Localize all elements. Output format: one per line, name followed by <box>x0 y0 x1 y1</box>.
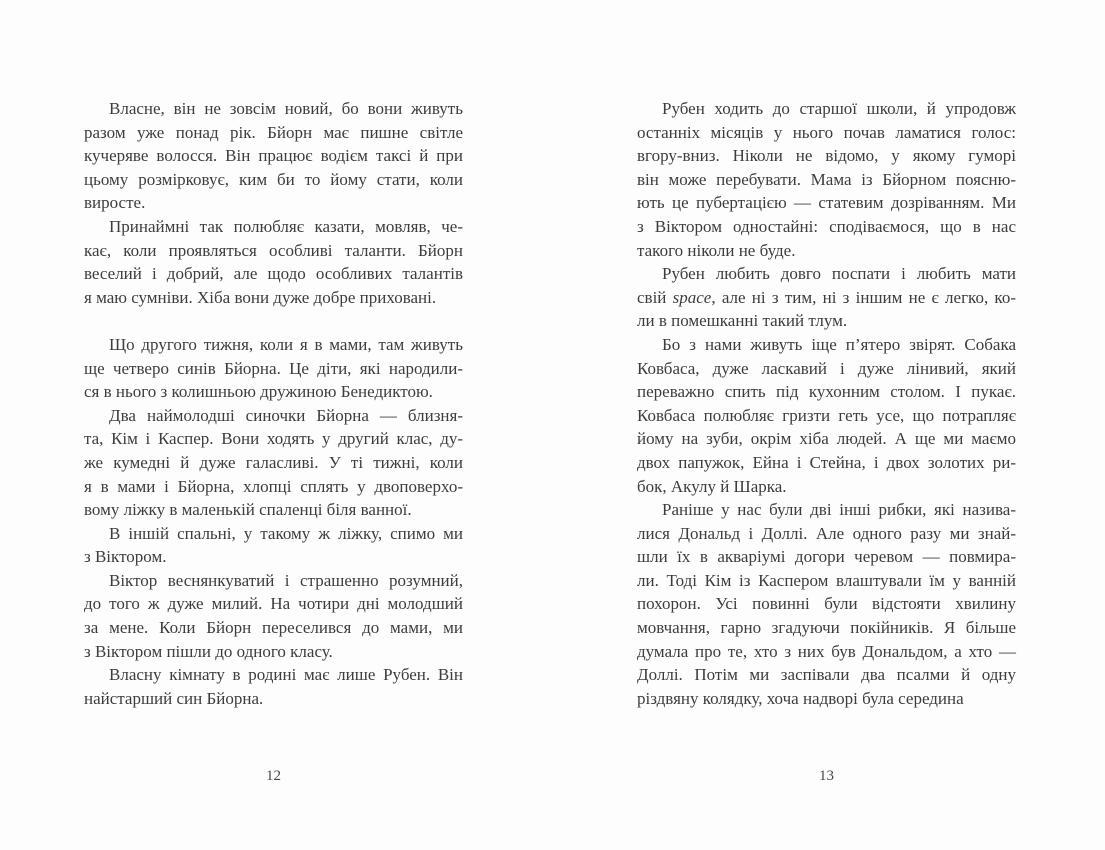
text-line: він може перебувати. Мама із Бйорном поясню- <box>637 169 1016 189</box>
paragraph <box>84 215 463 309</box>
section-break <box>84 309 463 333</box>
text-line: разом уже понад рік. Бйорн має пишне світле <box>84 122 463 142</box>
paragraph <box>84 333 463 404</box>
text-line: з Віктором. <box>84 547 167 567</box>
text-line: Рубен любить довго поспати і любить мати <box>662 264 1016 284</box>
paragraph <box>84 663 463 710</box>
text-line: з Віктором одностайні: сподіваємося, що в нас <box>637 216 1016 236</box>
text-line: кає, коли проявляться особливі таланти. Бйорн <box>84 240 463 260</box>
text-line: ся в нього з колишньою дружиною Бенедиктою. <box>84 382 433 402</box>
text-line: Що другого тижня, коли я в мами, там живуть <box>109 334 463 354</box>
text-line: за мене. Коли Бйорн переселився до мами, ми <box>84 618 463 638</box>
text-line: виросте. <box>84 193 146 213</box>
right-page-text <box>637 97 1016 710</box>
text-line: вому ліжку в маленькій спаленці біля ванної. <box>84 500 412 520</box>
text-line: бок, Акулу й Шарка. <box>637 476 787 496</box>
paragraph <box>84 404 463 522</box>
text-line: Принаймні так полюбляє казати, мовляв, че- <box>109 216 463 236</box>
left-page-text <box>84 97 463 710</box>
text-line: Рубен ходить до старшої школи, й упродовж <box>662 99 1016 118</box>
page-number-right: 13 <box>819 768 834 784</box>
paragraph <box>637 97 1016 262</box>
text-line: йому на зуби, окрім хіба людей. А ще ми маємо <box>637 429 1016 449</box>
text-line: веселий і добрий, але щодо особливих талантів <box>84 264 463 284</box>
text-line: Ковбаса полюбляє гризти геть усе, що потрапляє <box>637 405 1016 425</box>
paragraph <box>84 97 463 215</box>
text-line: Власну кімнату в родині має лише Рубен. Він <box>109 665 463 685</box>
text-line: же кумедні й дуже галасливі. У ті тижні, коли <box>84 452 463 472</box>
text-line: переважно спить під кухонним столом. І пукає. <box>637 382 1016 402</box>
page-number-left: 12 <box>266 768 281 784</box>
paragraph <box>637 498 1016 710</box>
text-line: до того ж дуже милий. На чотири дні молодший <box>84 594 463 614</box>
text-line: Власне, він не зовсім новий, бо вони живуть <box>109 99 463 118</box>
text-line: Віктор веснянкуватий і страшенно розумний, <box>109 570 463 590</box>
text-line: лися Дональд і Доллі. Але одного разу ми знай- <box>637 523 1016 543</box>
text-line: ли в помешканні такий тлум. <box>637 311 848 331</box>
text-line: Бо з нами живуть іще п’ятеро звірят. Собака <box>662 334 1016 354</box>
paragraph <box>84 569 463 663</box>
text-line: думала про те, хто з них був Дональдом, а хто — <box>637 641 1016 661</box>
text-line: похорон. Усі повинні були відстояти хвилину <box>637 594 1016 614</box>
text-line: вгору-вниз. Ніколи не відомо, у якому гуморі <box>637 146 1016 166</box>
text-line: свій space, але ні з тим, ні з іншим не є легко, ко- <box>637 287 1016 307</box>
text-line: Раніше у нас були дві інші рибки, які назива- <box>662 500 1016 520</box>
text-line: мовчання, гарно згадуючи покійників. Я більше <box>637 618 1016 638</box>
text-line: останніх місяців у нього почав ламатися голос: <box>637 122 1016 142</box>
text-line: та, Кім і Каспер. Вони ходять у другий клас, ду- <box>84 429 463 449</box>
text-line: найстарший син Бйорна. <box>84 688 264 708</box>
text-line: В іншій спальні, у такому ж ліжку, спимо ми <box>109 523 463 543</box>
paragraph <box>637 333 1016 498</box>
text-line: кучеряве волосся. Він працює водієм таксі й при <box>84 146 463 166</box>
paragraph <box>637 262 1016 333</box>
text-line: Два наймолодші синочки Бйорна — близня- <box>109 405 463 425</box>
text-line: цьому розмірковує, ким би то йому стати, коли <box>84 169 463 189</box>
text-line: двох папужок, Ейна і Стейна, і двох золотих ри- <box>637 452 1016 472</box>
text-line: ще четверо синів Бйорна. Це діти, які народили- <box>84 358 463 378</box>
text-line: Ковбаса, дуже ласкавий і дуже лінивий, який <box>637 358 1016 378</box>
text-line: такого ніколи не буде. <box>637 240 796 260</box>
text-line: я маю сумніви. Хіба вони дуже добре приховані. <box>84 287 437 307</box>
text-line: Доллі. Потім ми заспівали два псалми й одну <box>637 665 1016 685</box>
text-line: ють це пубертацією — статевим дозріванням. Ми <box>637 193 1016 213</box>
text-line: з Віктором пішли до одного класу. <box>84 641 333 661</box>
text-line: ли. Тоді Кім із Каспером влаштували їм у ванній <box>637 570 1016 590</box>
text-line: я в мами і Бйорна, хлопці сплять у двоповерхо- <box>84 476 463 496</box>
text-line: шли їх в акваріумі догори черевом — повмира- <box>637 547 1016 567</box>
paragraph <box>84 522 463 569</box>
text-line: різдвяну колядку, хоча надворі була середина <box>637 688 964 708</box>
